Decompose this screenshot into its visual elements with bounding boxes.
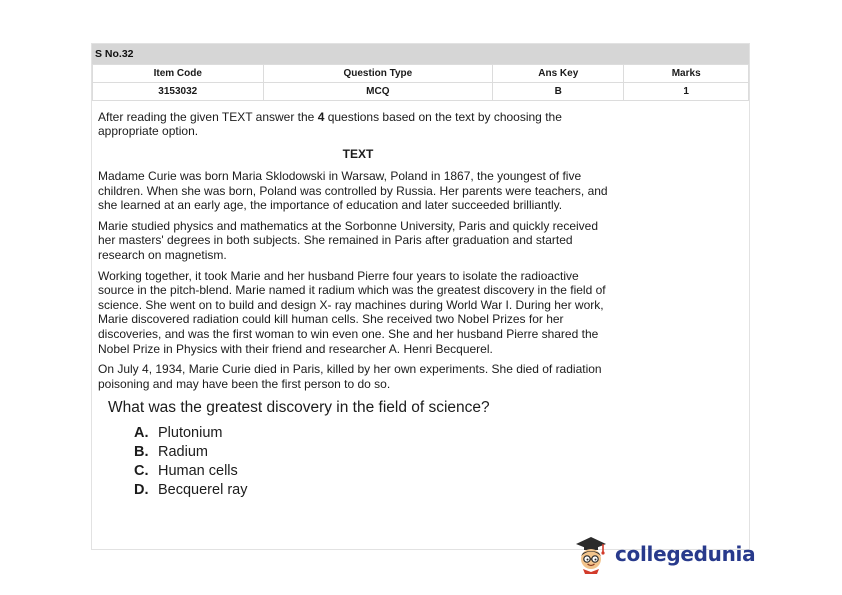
- option-letter: A.: [134, 425, 149, 442]
- serial-number-bar: S No.32: [92, 44, 749, 64]
- meta-value-question-type: MCQ: [263, 83, 493, 101]
- passage-paragraph-1: Madame Curie was born Maria Sklodowski in Warsaw, Poland in 1867, the youngest of five children. When she was born, Poland was controlled by Russia. Her parents were teachers, and she learned at an early age, the importance of education and later succeeded brilliantly.: [98, 169, 608, 213]
- instruction-part-2: questions based on the text by choosing the appropriate option.: [98, 110, 562, 138]
- option-text: Plutonium: [158, 425, 223, 442]
- option-a[interactable]: [134, 424, 743, 443]
- instruction-part-1: After reading the given TEXT answer the: [98, 110, 318, 124]
- meta-value-item-code: 3153032: [93, 83, 264, 101]
- meta-header-question-type: Question Type: [263, 65, 493, 83]
- option-d[interactable]: [134, 481, 743, 500]
- meta-header-marks: Marks: [624, 65, 749, 83]
- option-letter: B.: [134, 444, 149, 461]
- meta-header-ans-key: Ans Key: [493, 65, 624, 83]
- question-text: What was the greatest discovery in the field of science?: [108, 399, 490, 417]
- option-c[interactable]: [134, 462, 743, 481]
- option-letter: C.: [134, 463, 149, 480]
- answer-options: [134, 424, 743, 500]
- logo-text: collegedunia: [615, 542, 756, 566]
- collegedunia-logo[interactable]: [573, 530, 755, 578]
- option-text: Becquerel ray: [158, 482, 248, 499]
- meta-value-marks: 1: [624, 83, 749, 101]
- meta-value-row: [93, 83, 749, 101]
- graduate-mascot-icon: [573, 534, 609, 574]
- question-card: [91, 43, 750, 550]
- passage-paragraph-4: On July 4, 1934, Marie Curie died in Paris, killed by her own experiments. She died of radiation poisoning and may have been the first person to do so.: [98, 362, 602, 391]
- option-text: Human cells: [158, 463, 238, 480]
- text-heading: TEXT: [342, 147, 374, 161]
- meta-value-ans-key: B: [493, 83, 624, 101]
- option-letter: D.: [134, 482, 149, 499]
- meta-header-row: [93, 65, 749, 83]
- question-meta-table: [92, 64, 749, 101]
- meta-header-item-code: Item Code: [93, 65, 264, 83]
- instruction-count: 4: [317, 110, 325, 124]
- option-text: Radium: [158, 444, 208, 461]
- question-content: [92, 101, 749, 500]
- option-b[interactable]: [134, 443, 743, 462]
- instruction-text: [98, 110, 618, 138]
- passage-paragraph-2: Marie studied physics and mathematics at the Sorbonne University, Paris and quickly received her masters' degrees in both subjects. She remained in Paris after graduation and started research on magnetism.: [98, 218, 599, 262]
- passage-paragraph-3: Working together, it took Marie and her husband Pierre four years to isolate the radioactive source in the pitch-blend. Marie named it radium which was the greatest discovery in the field of science. She went on to build and design X- ray machines during World War I. During her work, Marie discovered radiation could kill human cells. She received two Nobel Prizes for her discoveries, and was the first woman to win even one. She and her husband Pierre shared the Nobel Prize in Physics with their friend and researcher A. Henri Becquerel.: [98, 268, 606, 356]
